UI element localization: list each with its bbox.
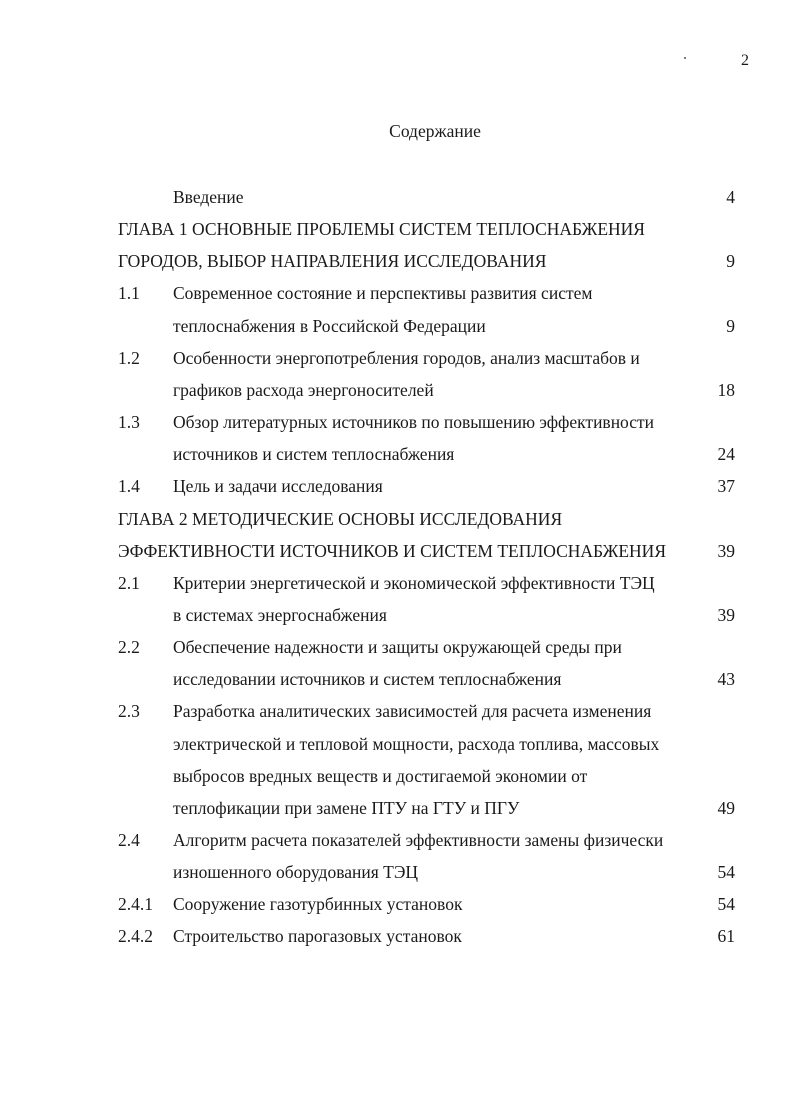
toc-line: [0, 249, 792, 273]
toc-line: [0, 892, 792, 916]
toc-entry-title: Обзор литературных источников по повышению эффективности: [173, 412, 655, 432]
toc-entry-title: теплоснабжения в Российской Федерации: [173, 316, 486, 336]
toc-page-number: 54: [717, 862, 735, 882]
toc-entry-number: 2.3: [118, 701, 140, 721]
toc-line: [0, 281, 792, 305]
toc-page-number: 9: [726, 316, 735, 336]
scan-speck: [684, 57, 686, 59]
toc-page-number: 39: [717, 541, 735, 561]
page-title: Содержание: [389, 121, 481, 141]
toc-line: [0, 378, 792, 402]
toc-entry-number: 1.4: [118, 476, 140, 496]
toc-entry-title: Цель и задачи исследования: [173, 476, 383, 496]
toc-entry-title: исследовании источников и систем теплоснабжения: [173, 669, 562, 689]
toc-page-number: 49: [717, 798, 735, 818]
toc-line: [0, 732, 792, 756]
toc-page-number: 18: [717, 380, 735, 400]
toc-page-number: 54: [717, 894, 735, 914]
toc-entry-title: выбросов вредных веществ и достигаемой экономии от: [173, 766, 588, 786]
toc-chapter-title: ГЛАВА 1 ОСНОВНЫЕ ПРОБЛЕМЫ СИСТЕМ ТЕПЛОСНАБЖЕНИЯ: [118, 219, 645, 239]
toc-entry-title: Критерии энергетической и экономической эффективности ТЭЦ: [173, 573, 655, 593]
toc-page-number: 37: [717, 476, 735, 496]
toc-entry-title: Алгоритм расчета показателей эффективности замены физически: [173, 830, 664, 850]
toc-entry-number: 1.3: [118, 412, 140, 432]
toc-line: [0, 764, 792, 788]
toc-line: [0, 217, 792, 241]
toc-entry-title: изношенного оборудования ТЭЦ: [173, 862, 419, 882]
toc-page-number: 24: [717, 444, 735, 464]
toc-entry-title: Современное состояние и перспективы развития систем: [173, 283, 593, 303]
toc-chapter-title: ГОРОДОВ, ВЫБОР НАПРАВЛЕНИЯ ИССЛЕДОВАНИЯ: [118, 251, 547, 271]
toc-entry-number: 2.4.2: [118, 926, 153, 946]
toc-entry-title: электрической и тепловой мощности, расхода топлива, массовых: [173, 734, 660, 754]
toc-page-number: 43: [717, 669, 735, 689]
toc-line: [0, 860, 792, 884]
toc-line: [0, 185, 792, 209]
toc-line: [0, 571, 792, 595]
toc-line: [0, 667, 792, 691]
toc-line: [0, 796, 792, 820]
toc-entry-title: источников и систем теплоснабжения: [173, 444, 455, 464]
toc-page-number: 9: [726, 251, 735, 271]
toc-entry-number: 1.1: [118, 283, 140, 303]
toc-entry-number: 1.2: [118, 348, 140, 368]
toc-entry-title: Разработка аналитических зависимостей для расчета изменения: [173, 701, 652, 721]
toc-line: [0, 507, 792, 531]
toc-line: [0, 314, 792, 338]
toc-entry-title: Сооружение газотурбинных установок: [173, 894, 463, 914]
toc-chapter-title: ЭФФЕКТИВНОСТИ ИСТОЧНИКОВ И СИСТЕМ ТЕПЛОСНАБЖЕНИЯ: [118, 541, 666, 561]
toc-entry-number: 2.2: [118, 637, 140, 657]
toc-entry-number: 2.1: [118, 573, 140, 593]
page-number: 2: [741, 52, 749, 69]
toc-line: [0, 410, 792, 434]
toc-line: [0, 442, 792, 466]
toc-line: [0, 539, 792, 563]
toc-line: [0, 603, 792, 627]
toc-line: [0, 924, 792, 948]
toc-page-number: 4: [726, 187, 735, 207]
toc-line: [0, 474, 792, 498]
toc-page-number: 61: [717, 926, 735, 946]
toc-chapter-title: ГЛАВА 2 МЕТОДИЧЕСКИЕ ОСНОВЫ ИССЛЕДОВАНИЯ: [118, 509, 563, 529]
toc-entry-title: в системах энергоснабжения: [173, 605, 387, 625]
toc-entry-title: Особенности энергопотребления городов, анализ масштабов и: [173, 348, 640, 368]
toc-entry-title: теплофикации при замене ПТУ на ГТУ и ПГУ: [173, 798, 520, 818]
toc-line: [0, 828, 792, 852]
toc-entry-number: 2.4.1: [118, 894, 153, 914]
toc-page-number: 39: [717, 605, 735, 625]
toc-entry-title: Строительство парогазовых установок: [173, 926, 462, 946]
toc-line: [0, 346, 792, 370]
toc-entry-title: графиков расхода энергоносителей: [173, 380, 434, 400]
toc-line: [0, 699, 792, 723]
toc-entry-number: 2.4: [118, 830, 140, 850]
toc-entry-title: Введение: [173, 187, 244, 207]
toc-line: [0, 635, 792, 659]
toc-entry-title: Обеспечение надежности и защиты окружающей среды при: [173, 637, 622, 657]
